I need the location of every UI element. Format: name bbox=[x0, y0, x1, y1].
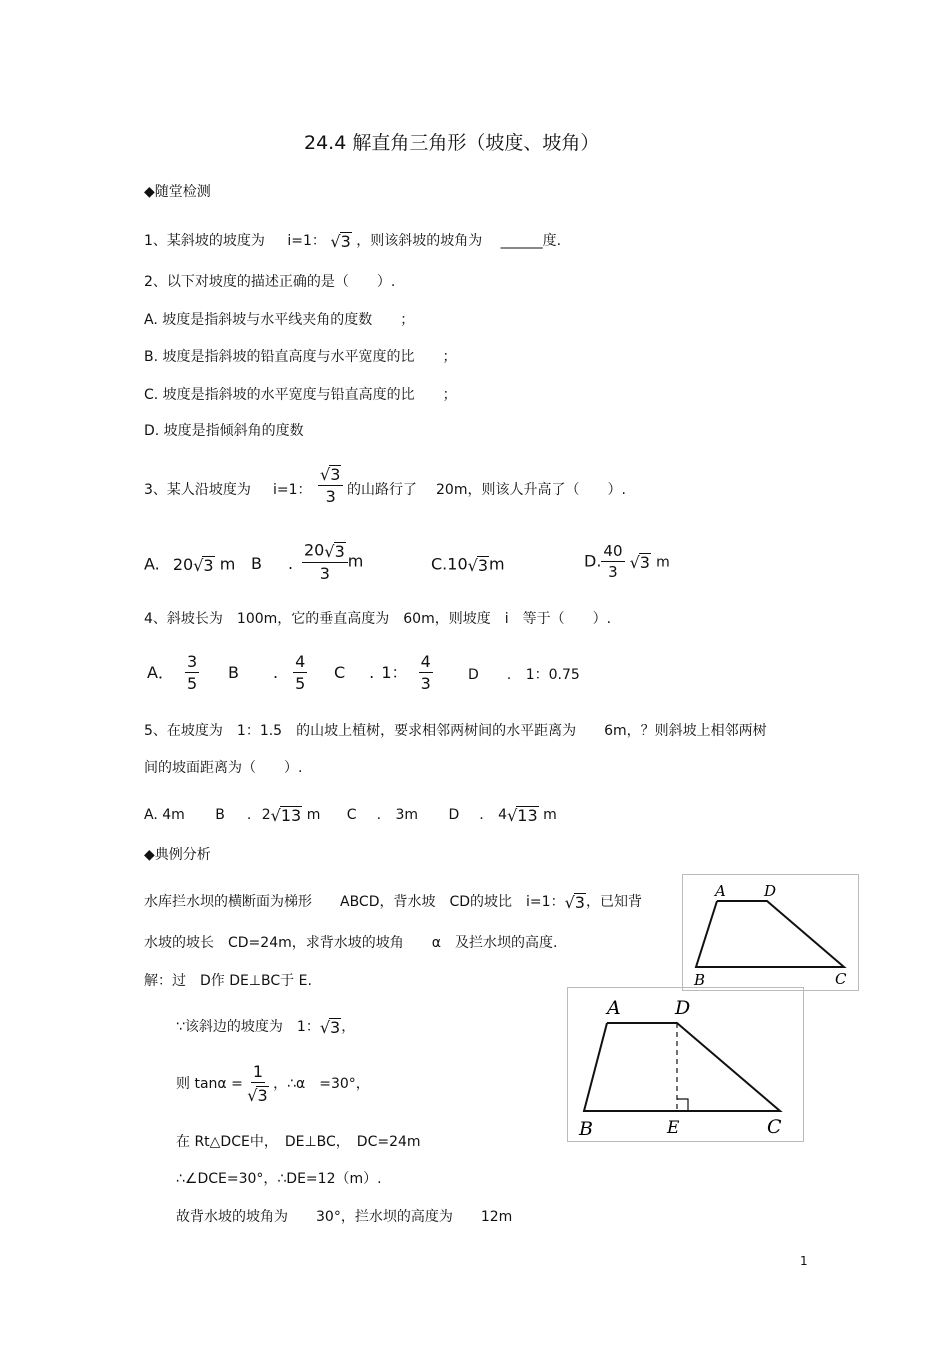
q5-b-coef: 2 bbox=[261, 807, 271, 823]
q4-b-label: B bbox=[228, 663, 239, 682]
q1-blank: ______度. bbox=[500, 233, 562, 249]
q5-b-unit: m bbox=[306, 807, 321, 823]
q1-tail: ，则该斜坡的坡角为 bbox=[356, 233, 483, 249]
q4-option-d bbox=[468, 668, 580, 682]
question-2-option-d: D. 坡度是指倾斜角的度数 bbox=[144, 423, 304, 439]
solution-frac-num: 1 bbox=[252, 1062, 264, 1081]
q4-option-c bbox=[334, 654, 433, 692]
label-d: D bbox=[764, 882, 777, 900]
q3-b-den: 3 bbox=[319, 564, 330, 583]
page-number: 1 bbox=[800, 1254, 808, 1268]
q4-b-dot: . bbox=[272, 663, 279, 682]
q4-b-num: 4 bbox=[295, 652, 306, 671]
q4-option-b bbox=[228, 654, 307, 692]
label-a: A bbox=[607, 997, 621, 1019]
q3-b-coef: 20 bbox=[304, 540, 325, 560]
q3-b-unit: m bbox=[347, 551, 364, 571]
solution-line-4: 在 Rt△DCE中， DE⊥BC， DC=24m bbox=[176, 1134, 421, 1150]
q5-c-dot: . bbox=[376, 807, 382, 823]
q5-c-label: C bbox=[346, 807, 357, 823]
q3-ratio: i=1： bbox=[273, 482, 312, 498]
question-5-line-2: 间的坡面距离为（ ）. bbox=[144, 760, 303, 776]
solution-line-6: 故背水坡的坡角为 30°，拦水坝的高度为 12m bbox=[176, 1209, 513, 1225]
q5-d-label: D bbox=[448, 807, 460, 823]
q5-b-dot: . bbox=[246, 807, 252, 823]
solution-line-2a: ∵该斜边的坡度为 1： bbox=[176, 1019, 320, 1035]
solution-line-3 bbox=[176, 1064, 370, 1104]
example-line-1a: 水库拦水坝的横断面为梯形 ABCD，背水坡 CD的坡比 i=1： bbox=[144, 894, 565, 910]
q3-d-num: 40 bbox=[603, 542, 623, 560]
q1-stem: 1、某斜坡的坡度为 bbox=[144, 233, 265, 249]
question-4-stem: 4、斜坡长为 100m，它的垂直高度为 60m，则坡度 i 等于（ ）. bbox=[144, 611, 612, 627]
q1-radicand: 3 bbox=[340, 232, 351, 251]
q5-c-value: 3m bbox=[395, 807, 419, 823]
q3-option-b bbox=[302, 542, 363, 582]
q4-b-den: 5 bbox=[295, 674, 306, 693]
right-angle-marker bbox=[677, 1099, 688, 1111]
q3-a-coef: 20 bbox=[172, 554, 194, 574]
trapezoid-figure-small bbox=[682, 874, 860, 991]
page-title: 24.4 解直角三角形（坡度、坡角） bbox=[304, 132, 600, 154]
q3-a-unit: m bbox=[219, 554, 236, 574]
label-d: D bbox=[675, 997, 691, 1019]
q3-stem-d: 20m，则该人升高了（ ）. bbox=[436, 482, 626, 498]
solution-tan: 则 tanα = bbox=[176, 1076, 243, 1092]
solution-line-1: 解：过 D作 DE⊥BC于 E. bbox=[144, 973, 312, 989]
example-radicand: 3 bbox=[574, 893, 585, 912]
q4-a-den: 5 bbox=[187, 674, 198, 693]
solution-line-2 bbox=[176, 1018, 355, 1036]
section-heading-quiz: ◆随堂检测 bbox=[144, 184, 211, 200]
example-line-1 bbox=[144, 893, 642, 911]
q4-d-label: D bbox=[468, 667, 479, 683]
q4-d-dot: . bbox=[506, 667, 512, 683]
q4-c-dot: . bbox=[369, 663, 375, 682]
q3-c-radicand: 3 bbox=[477, 556, 489, 575]
q3-den: 3 bbox=[325, 487, 336, 506]
q3-a-label: A. bbox=[144, 554, 160, 574]
example-line-1b: ，已知背 bbox=[585, 894, 642, 910]
q3-option-d bbox=[584, 544, 670, 580]
sqrt-symbol bbox=[330, 232, 351, 250]
q3-num-radicand: 3 bbox=[330, 465, 341, 484]
q5-b-radicand: 13 bbox=[280, 806, 302, 825]
q3-c-coef: C.10 bbox=[431, 554, 468, 574]
label-b: B bbox=[579, 1118, 593, 1140]
label-e: E bbox=[667, 1118, 680, 1138]
q3-c-unit: m bbox=[489, 554, 505, 574]
solution-radicand: 3 bbox=[330, 1018, 341, 1037]
solution-frac-den: 3 bbox=[257, 1086, 268, 1105]
q4-c-pre: 1： bbox=[381, 663, 408, 682]
q3-b-label: B bbox=[251, 554, 262, 573]
section-heading-example: ◆典例分析 bbox=[144, 847, 211, 863]
q3-stem-a: 3、某人沿坡度为 bbox=[144, 482, 251, 498]
q4-c-num: 4 bbox=[420, 652, 431, 671]
q5-b-label: B bbox=[215, 807, 225, 823]
label-c: C bbox=[835, 970, 847, 988]
q3-d-label: D. bbox=[584, 551, 602, 571]
solution-alpha: ，∴α =30°， bbox=[273, 1076, 370, 1092]
label-a: A bbox=[715, 882, 726, 900]
q3-d-unit: m bbox=[656, 554, 670, 571]
question-5-line-1: 5、在坡度为 1：1.5 的山坡上植树，要求相邻两树间的水平距离为 6m，？则斜坡上相邻两树 bbox=[144, 723, 767, 739]
q5-d-unit: m bbox=[543, 807, 557, 823]
q5-d-coef: 4 bbox=[498, 807, 508, 823]
q4-d-value: 1：0.75 bbox=[525, 667, 580, 683]
q3-option-b-label bbox=[251, 556, 293, 572]
q5-options bbox=[144, 806, 557, 824]
q4-a-label: A． bbox=[147, 663, 174, 682]
q4-a-num: 3 bbox=[187, 652, 198, 671]
q4-option-a bbox=[147, 654, 199, 692]
q3-stem-c: 的山路行了 bbox=[347, 482, 417, 498]
q3-option-a bbox=[144, 556, 235, 574]
q3-option-c bbox=[431, 556, 505, 574]
question-2-option-b: B. 坡度是指斜坡的铅直高度与水平宽度的比 ； bbox=[144, 349, 457, 365]
label-b: B bbox=[694, 971, 706, 989]
q4-c-label: C bbox=[334, 663, 346, 682]
question-2-stem: 2、以下对坡度的描述正确的是（ ）. bbox=[144, 274, 396, 290]
q1-ratio: i=1： bbox=[287, 233, 326, 249]
q3-b-radicand: 3 bbox=[334, 542, 345, 561]
question-2-option-c: C. 坡度是指斜坡的水平宽度与铅直高度的比 ； bbox=[144, 387, 457, 403]
q3-b-dot: . bbox=[287, 554, 294, 573]
q3-d-den: 3 bbox=[608, 563, 618, 581]
question-1 bbox=[144, 232, 561, 250]
q4-c-den: 3 bbox=[420, 674, 431, 693]
question-2-option-a: A. 坡度是指斜坡与水平线夹角的度数 ； bbox=[144, 312, 415, 328]
example-line-2: 水坡的坡长 CD=24m，求背水坡的坡角 α 及拦水坝的高度. bbox=[144, 935, 558, 951]
q5-d-dot: . bbox=[479, 807, 484, 823]
q3-a-radicand: 3 bbox=[203, 556, 214, 575]
solution-line-5: ∴∠DCE=30°，∴DE=12（m）. bbox=[176, 1171, 382, 1187]
q5-option-a: A. 4m bbox=[144, 807, 185, 823]
q3-fraction bbox=[318, 465, 343, 505]
trapezoid-figure-large bbox=[567, 987, 805, 1142]
label-c: C bbox=[767, 1116, 782, 1138]
q3-d-radicand: 3 bbox=[639, 553, 650, 572]
solution-line-2b: ， bbox=[341, 1019, 356, 1035]
q5-d-radicand: 13 bbox=[517, 806, 538, 825]
